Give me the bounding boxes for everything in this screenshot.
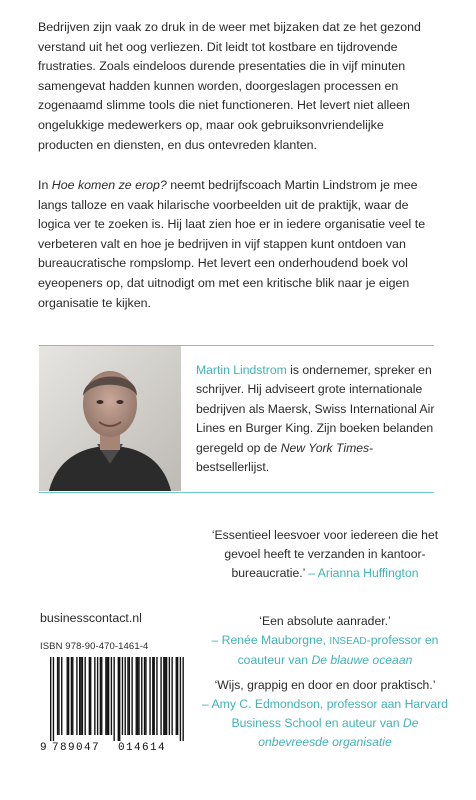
- barcode-bar: [127, 657, 128, 735]
- author-portrait-image: [39, 346, 181, 491]
- barcode-bar: [136, 657, 137, 735]
- barcode-bar: [58, 657, 59, 735]
- isbn-number: ISBN 978-90-470-1461-4: [40, 641, 149, 652]
- review-quote-1: [200, 526, 450, 583]
- quote-3-book: De onbevreesde organisatie: [258, 716, 419, 749]
- quote-3-text: ‘Wijs, grappig en door en door praktisch.’: [214, 678, 436, 692]
- barcode-bar: [149, 657, 150, 735]
- barcode-bar: [50, 657, 51, 741]
- quote-2-book: De blauwe oceaan: [311, 653, 413, 667]
- barcode-bar: [177, 657, 178, 735]
- quote-1-attribution: – Arianna Huffington: [304, 566, 419, 580]
- barcode: [39, 653, 189, 753]
- barcode-bar: [160, 657, 161, 735]
- barcode-bar: [129, 657, 130, 735]
- barcode-bar: [89, 657, 90, 735]
- barcode-bar: [141, 657, 142, 735]
- barcode-bar: [105, 657, 106, 735]
- barcode-bar: [154, 657, 155, 735]
- barcode-bar: [67, 657, 68, 735]
- barcode-bar: [97, 657, 98, 735]
- quote-3-attribution: – Amy C. Edmondson, professor aan Harvard Business School en auteur van: [202, 697, 448, 730]
- barcode-bar: [176, 657, 177, 735]
- publisher-website: businesscontact.nl: [40, 611, 142, 625]
- barcode-bar: [138, 657, 139, 735]
- review-quote-3: [200, 676, 450, 752]
- barcode-bar: [111, 657, 112, 735]
- barcode-bar: [166, 657, 167, 735]
- barcode-bar: [144, 657, 145, 735]
- barcode-bar: [72, 657, 73, 735]
- author-bio-text-2: -bestsellerlijst.: [196, 440, 374, 475]
- quote-2-attribution-b: -professor en coauteur van: [237, 633, 439, 667]
- barcode-bar: [100, 657, 101, 735]
- back-cover-paragraph-1: Bedrijven zijn vaak zo druk in de weer met bijzaken dat ze het gezond verstand uit het oog verliezen. Dit leidt tot kostbare en tijdrovende frustraties. Zoals eindeloos durende presentaties die in vijf minuten samengevat hadden kunnen worden, doorgeslagen processen en zogenaamd slimme tools die niet functioneren. Het levert niet alleen ongelukkige medewerkers op, maar ook gebruiksonvriendelijke producten en diensten, en dus ontevreden klanten.: [38, 20, 421, 152]
- author-name: Martin Lindstrom: [196, 363, 287, 377]
- barcode-bar: [79, 657, 80, 735]
- barcode-bar: [145, 657, 146, 735]
- barcode-bar: [152, 657, 153, 735]
- divider-bottom: [39, 492, 434, 493]
- barcode-image: [39, 653, 189, 753]
- barcode-digits-left: 789047: [52, 742, 101, 753]
- author-bio-text-1: is ondernemer, spreker en schrijver. Hij adviseert grote internationale bedrijven als Maersk, Swiss International Air Lines en Burger King. Zijn boeken belanden geregeld op de: [196, 363, 435, 455]
- paragraph-2-lead: In: [38, 178, 52, 192]
- barcode-bar: [57, 657, 58, 735]
- barcode-bar: [156, 657, 157, 735]
- barcode-bar: [107, 657, 108, 735]
- barcode-bar: [61, 657, 62, 735]
- barcode-bar: [68, 657, 69, 735]
- paragraph-2-body: neemt bedrijfscoach Martin Lindstrom je mee langs talloze en vaak hilarische voorbeelden uit de praktijk, waar de logica ver te zoeken is. Hij laat zien hoe er in iedere organisatie veel te verbeteren valt en hoe je bedrijven in vijf stappen kunt ontdoen van bureaucratische rompslomp. Het levert een onderhoudend boek vol eyeopeners op, dat uitnodigt om met een kritische blik naar je eigen organisatie te kijken.: [38, 178, 426, 310]
- barcode-bar: [101, 657, 102, 735]
- barcode-bar: [71, 657, 72, 735]
- barcode-bar: [113, 657, 114, 741]
- quote-2-text: ‘Een absolute aanrader.’: [259, 614, 391, 628]
- author-bio-nyt: New York Times: [280, 440, 370, 455]
- barcode-bar: [182, 657, 183, 741]
- author-bio: [196, 361, 440, 477]
- barcode-bar: [163, 657, 164, 735]
- back-cover-paragraph-2: [38, 176, 438, 313]
- barcode-bar: [119, 657, 120, 741]
- barcode-bar: [137, 657, 138, 735]
- barcode-digits-right: 014614: [118, 742, 167, 753]
- author-photo: [39, 346, 181, 491]
- barcode-digit-first: 9: [40, 742, 47, 753]
- barcode-bar: [82, 657, 83, 735]
- barcode-bar: [118, 657, 119, 741]
- barcode-bar: [125, 657, 126, 735]
- quote-1-text: ‘Essentieel leesvoer voor iedereen die het gevoel heeft te verzanden in kantoor-bureaucratie.’: [211, 528, 439, 580]
- barcode-bar: [131, 657, 132, 735]
- barcode-bar: [90, 657, 91, 735]
- review-quote-2: [200, 612, 450, 670]
- barcode-bar: [122, 657, 123, 735]
- barcode-bar: [80, 657, 81, 735]
- quote-2-attribution-a: – Renée Mauborgne,: [211, 633, 330, 647]
- barcode-bar: [171, 657, 172, 735]
- barcode-bar: [180, 657, 181, 741]
- barcode-bar: [165, 657, 166, 735]
- barcode-bar: [85, 657, 86, 735]
- barcode-bar: [169, 657, 170, 735]
- book-title-inline: Hoe komen ze erop?: [51, 178, 167, 192]
- barcode-bar: [53, 657, 54, 741]
- barcode-bar: [76, 657, 77, 735]
- barcode-bar: [108, 657, 109, 735]
- quote-2-org: INSEAD: [329, 636, 367, 647]
- barcode-bar: [94, 657, 95, 735]
